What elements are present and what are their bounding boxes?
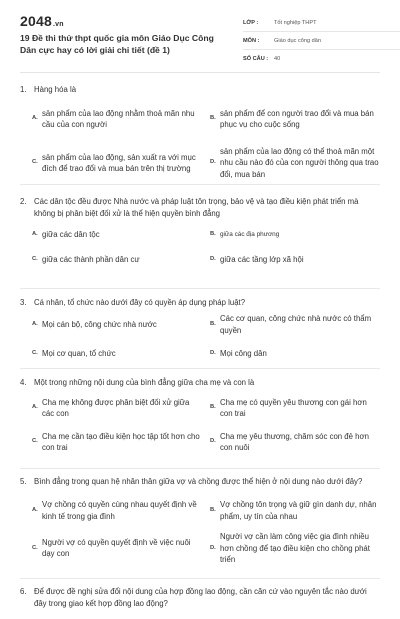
- option-text: Mọi cán bộ, công chức nhà nước: [42, 319, 157, 329]
- option-text: Mọi công dân: [220, 348, 267, 358]
- option-text: Vợ chồng tôn trọng và giữ gìn danh dự, nhân phẩm, uy tín của nhau: [220, 500, 377, 521]
- meta-row-grade: [243, 14, 400, 32]
- option-c[interactable]: [32, 428, 202, 456]
- question-1: [20, 73, 380, 185]
- question-number: 5.: [20, 477, 27, 486]
- option-b[interactable]: [210, 313, 380, 336]
- question-text: Bình đẳng trong quan hệ nhân thân giữa vợ và chồng được thể hiện ở nội dung nào dưới đây?: [34, 477, 363, 486]
- option-b[interactable]: [210, 228, 380, 242]
- option-text: Cha mẹ không được phân biệt đối xử giữa các con: [42, 397, 190, 418]
- question-text: Các dân tộc đều được Nhà nước và pháp luật tôn trọng, bảo vệ và tạo điều kiện phát triển mà không bị phân biệt đối xử là thể hiện quyền bình đẳng: [34, 197, 359, 218]
- question-3: [20, 289, 380, 369]
- question-text: Hàng hóa là: [34, 85, 77, 94]
- option-letter: A.: [32, 320, 38, 327]
- option-letter: D.: [210, 544, 216, 551]
- question-4: [20, 369, 380, 469]
- option-letter: B.: [210, 115, 216, 122]
- option-letter: D.: [210, 349, 216, 356]
- option-text: Cha mẹ yêu thương, chăm sóc con đẻ hơn con nuôi: [220, 431, 369, 452]
- meta-value: 40: [274, 55, 281, 62]
- option-text: Người vợ cần làm công việc gia đình nhiều hơn chồng để tạo điều kiện cho chồng phát triển: [220, 532, 370, 564]
- option-text: sản phẩm của lao động có thể thoả mãn một nhu cầu nào đó của con người thông qua trao đổi, mua bán: [220, 146, 379, 179]
- question-number: 6.: [20, 587, 27, 596]
- option-d[interactable]: [210, 145, 380, 181]
- meta-row-subject: [243, 32, 400, 50]
- option-letter: A.: [32, 231, 38, 238]
- option-text: Mọi cơ quan, tổ chức: [42, 348, 116, 358]
- option-text: giữa các địa phương: [220, 231, 280, 239]
- option-letter: C.: [32, 256, 38, 263]
- option-a[interactable]: [32, 228, 202, 242]
- option-d[interactable]: [210, 253, 380, 267]
- option-letter: D.: [210, 438, 216, 445]
- meta-label: SỐ CÂU :: [243, 55, 269, 62]
- option-letter: C.: [32, 159, 38, 166]
- question-2: [20, 185, 380, 289]
- option-text: Cha mẹ có quyền yêu thương con gái hơn con trai: [220, 397, 367, 418]
- option-text: Người vợ có quyền quyết định về việc nuôi dạy con: [42, 537, 191, 559]
- question-number: 2.: [20, 197, 27, 206]
- option-d[interactable]: [210, 531, 380, 566]
- answer-options: [20, 394, 380, 456]
- option-c[interactable]: [32, 531, 202, 566]
- answer-options: [20, 313, 380, 365]
- meta-label: MÔN :: [243, 37, 260, 44]
- option-text: Vợ chồng có quyền cùng nhau quyết định về kinh tế trong gia đình: [42, 500, 197, 521]
- question-5: [20, 469, 380, 579]
- option-d[interactable]: [210, 342, 380, 365]
- answer-options: [20, 101, 380, 181]
- meta-value: Tốt nghiệp THPT: [274, 19, 317, 26]
- question-header: [20, 476, 380, 488]
- question-text: Một trong những nội dung của bình đẳng giữa cha mẹ và con là: [34, 378, 255, 387]
- option-text: Cha mẹ cần tạo điều kiện học tập tốt hơn cho con trai: [42, 431, 200, 452]
- option-letter: C.: [32, 544, 38, 551]
- answer-options: [20, 228, 380, 267]
- option-letter: B.: [210, 506, 216, 513]
- exam-meta: [243, 14, 400, 67]
- option-d[interactable]: [210, 428, 380, 456]
- option-text: giữa các thành phần dân cư: [42, 255, 140, 265]
- meta-row-count: [243, 50, 400, 67]
- option-letter: A.: [32, 115, 38, 122]
- meta-value: Giáo dục công dân: [274, 37, 321, 44]
- question-6: [20, 579, 380, 619]
- option-letter: B.: [210, 404, 216, 411]
- option-letter: B.: [210, 231, 216, 238]
- option-text: sản phẩm của lao động nhằm thoả mãn nhu cầu của con người: [42, 108, 195, 129]
- logo-main-text: 2048: [20, 13, 52, 29]
- answer-options: [20, 494, 380, 566]
- question-number: 4.: [20, 378, 27, 387]
- option-c[interactable]: [32, 253, 202, 267]
- option-b[interactable]: [210, 494, 380, 527]
- option-letter: A.: [32, 404, 38, 411]
- option-a[interactable]: [32, 394, 202, 422]
- question-header: [20, 377, 380, 389]
- option-b[interactable]: [210, 394, 380, 422]
- option-a[interactable]: [32, 494, 202, 527]
- option-text: sản phẩm của lao động, sản xuất ra với mục đích để trao đổi và mua bán trên thị trường: [42, 152, 196, 173]
- question-text: Cá nhân, tổ chức nào dưới đây có quyền áp dụng pháp luật?: [34, 298, 246, 307]
- option-c[interactable]: [32, 342, 202, 365]
- option-c[interactable]: [32, 145, 202, 181]
- question-text: Để được đề nghị sửa đổi nội dung của hợp đồng lao động, cần căn cứ vào nguyên tắc nào dưới đây trong giao kết hợp đồng lao động?: [34, 587, 367, 608]
- logo-sub-text: .vn: [52, 21, 64, 28]
- exam-title: 19 Đề thi thử thpt quốc gia môn Giáo Dục Công Dân cực hay có lời giải chi tiết (đề 1): [20, 33, 214, 55]
- exam-header: [20, 0, 380, 73]
- option-letter: C.: [32, 349, 38, 356]
- meta-label: LỚP :: [243, 19, 259, 26]
- site-logo[interactable]: [20, 13, 64, 29]
- question-number: 1.: [20, 85, 27, 94]
- option-text: giữa các tầng lớp xã hội: [220, 255, 304, 265]
- question-header: [20, 586, 380, 610]
- question-header: [20, 196, 380, 220]
- question-number: 3.: [20, 298, 27, 307]
- option-text: Các cơ quan, công chức nhà nước có thẩm quyền: [220, 314, 372, 335]
- option-letter: C.: [32, 438, 38, 445]
- option-a[interactable]: [32, 101, 202, 137]
- option-letter: D.: [210, 159, 216, 166]
- option-letter: A.: [32, 506, 38, 513]
- option-text: giữa các dân tộc: [42, 230, 100, 240]
- option-letter: D.: [210, 256, 216, 263]
- option-a[interactable]: [32, 313, 202, 336]
- option-b[interactable]: [210, 101, 380, 137]
- option-text: sản phẩm để con người trao đổi và mua bán phục vụ cho cuộc sống: [220, 108, 374, 129]
- question-header: [20, 297, 380, 309]
- question-header: [20, 84, 380, 96]
- option-letter: B.: [210, 320, 216, 327]
